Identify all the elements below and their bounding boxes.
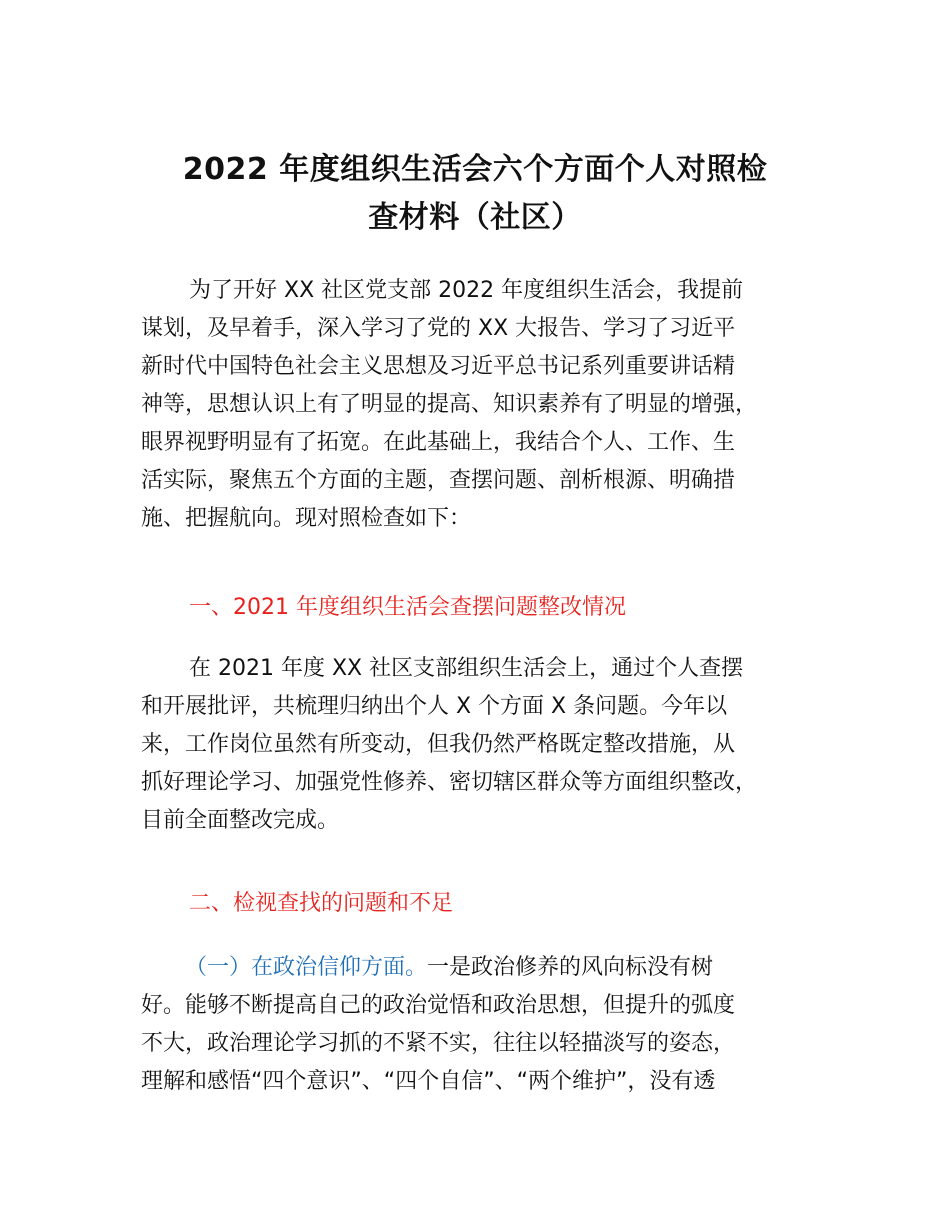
section1-heading: 一、2021 年度组织生活会查摆问题整改情况 — [189, 595, 626, 620]
sub1-first-line — [141, 949, 841, 987]
intro-line-4: 神等，思想认识上有了明显的提高、知识素养有了明显的增强， — [141, 392, 758, 417]
section1-line-5: 目前全面整改完成。 — [141, 808, 340, 833]
section2-sub1-paragraph — [141, 949, 841, 1101]
title-line-1: 2022 年度组织生活会六个方面个人对照检 — [182, 152, 768, 187]
sub1-line-2: 好。能够不断提高自己的政治觉悟和政治思想，但提升的弧度 — [141, 993, 736, 1018]
section2-heading: 二、检视查找的问题和不足 — [189, 891, 454, 916]
section1-line-4: 抓好理论学习、加强党性修养、密切辖区群众等方面组织整改， — [141, 770, 758, 795]
intro-line-5: 眼界视野明显有了拓宽。在此基础上，我结合个人、工作、生 — [141, 430, 736, 455]
section1-paragraph — [141, 650, 841, 840]
intro-line-1: 为了开好 XX 社区党支部 2022 年度组织生活会，我提前 — [189, 278, 744, 303]
sub1-first-line-rest: 一是政治修养的风向标没有树 — [427, 955, 714, 980]
intro-line-6: 活实际，聚焦五个方面的主题，查摆问题、剖析根源、明确措 — [141, 468, 736, 493]
title-line-2: 查材料（社区） — [368, 200, 582, 235]
intro-line-3: 新时代中国特色社会主义思想及习近平总书记系列重要讲话精 — [141, 354, 736, 379]
section1-line-3: 来，工作岗位虽然有所变动，但我仍然严格既定整改措施，从 — [141, 732, 736, 757]
intro-paragraph — [141, 272, 841, 538]
sub1-line-4: 理解和感悟“四个意识”、“四个自信”、“两个维护”，没有透 — [141, 1069, 716, 1094]
section1-line-1: 在 2021 年度 XX 社区支部组织生活会上，通过个人查摆 — [189, 656, 744, 681]
intro-line-7: 施、把握航向。现对照检查如下： — [141, 506, 472, 531]
section1-line-2: 和开展批评，共梳理归纳出个人 X 个方面 X 条问题。今年以 — [141, 694, 728, 719]
document-title — [100, 146, 850, 242]
intro-line-2: 谋划，及早着手，深入学习了党的 XX 大报告、学习了习近平 — [141, 316, 736, 341]
sub1-line-3: 不大，政治理论学习抓的不紧不实，往往以轻描淡写的姿态， — [141, 1031, 736, 1056]
sub1-label: （一）在政治信仰方面。 — [185, 955, 428, 980]
